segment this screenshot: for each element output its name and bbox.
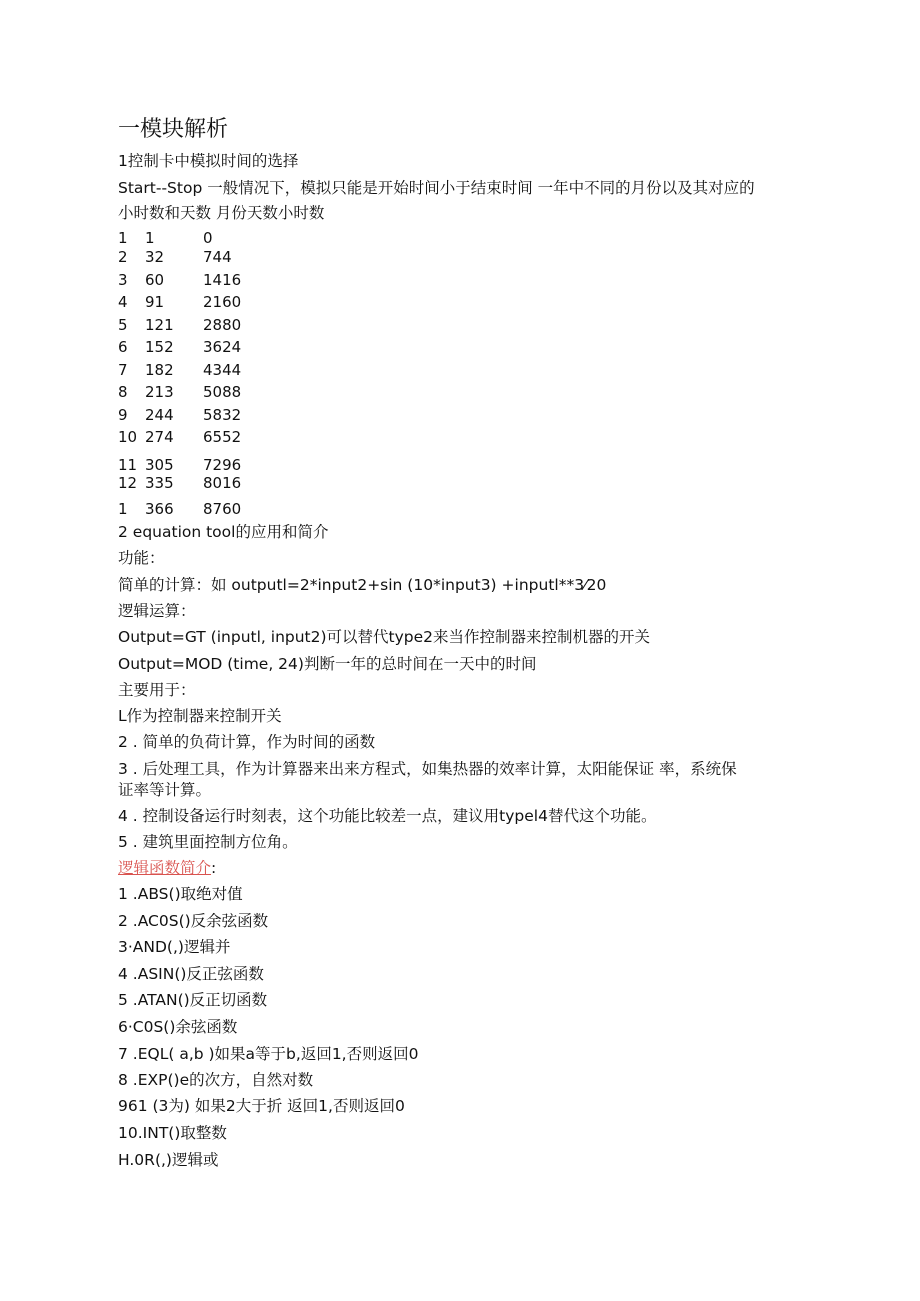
section1-paragraph-line2: 小时数和天数 月份天数小时数 — [118, 204, 325, 222]
table-cell-days: 60 — [145, 271, 165, 289]
logic-function-item: 3·AND(,)逻辑并 — [118, 938, 231, 956]
table-cell-hours: 5088 — [203, 383, 242, 401]
table-cell-month: 8 — [118, 383, 128, 401]
logic-example-mod: Output=MOD (time, 24)判断一年的总时间在一天中的时间 — [118, 655, 537, 673]
table-cell-hours: 8016 — [203, 474, 242, 492]
table-cell-hours: 5832 — [203, 406, 242, 424]
table-cell-month: 7 — [118, 361, 128, 379]
table-cell-hours: 744 — [203, 248, 232, 266]
table-cell-days: 244 — [145, 406, 174, 424]
heading-colon: : — [211, 859, 217, 877]
logic-function-item: 2 .AC0S()反余弦函数 — [118, 912, 269, 930]
table-cell-days: 152 — [145, 338, 174, 356]
use-item: 5 . 建筑里面控制方位角。 — [118, 833, 298, 851]
table-cell-month: 12 — [118, 474, 138, 492]
table-cell-days: 213 — [145, 383, 174, 401]
main-use-label: 主要用于： — [118, 681, 196, 699]
table-cell-month: 2 — [118, 248, 128, 266]
table-cell-days: 121 — [145, 316, 174, 334]
table-cell-days: 366 — [145, 500, 174, 518]
table-cell-days: 32 — [145, 248, 165, 266]
table-cell-hours: 4344 — [203, 361, 242, 379]
table-cell-days: 91 — [145, 293, 165, 311]
logic-functions-link[interactable]: 逻辑函数简介 — [118, 859, 212, 877]
logic-function-item: H.0R(,)逻辑或 — [118, 1151, 219, 1169]
table-cell-hours: 3624 — [203, 338, 242, 356]
use-item: 3 . 后处理工具，作为计算器来出来方程式，如集热器的效率计算，太阳能保证 率，系统保 — [118, 760, 737, 778]
use-item: 4 . 控制设备运行时刻表，这个功能比较差一点，建议用typel4替代这个功能。 — [118, 807, 657, 825]
use-item-continuation: 证率等计算。 — [118, 781, 212, 799]
section1-paragraph-line1: Start--Stop 一般情况下，模拟只能是开始时间小于结束时间 一年中不同的月份以及其对应的 — [118, 179, 755, 197]
logic-function-item: 10.INT()取整数 — [118, 1124, 227, 1142]
table-cell-hours: 0 — [203, 229, 213, 247]
table-cell-hours: 8760 — [203, 500, 242, 518]
table-cell-month: 9 — [118, 406, 128, 424]
logic-label: 逻辑运算： — [118, 602, 196, 620]
table-cell-month: 1 — [118, 500, 128, 518]
table-cell-hours: 6552 — [203, 428, 242, 446]
table-cell-days: 1 — [145, 229, 155, 247]
logic-functions-heading — [118, 858, 216, 878]
logic-function-item: 1 .ABS()取绝对值 — [118, 885, 243, 903]
logic-function-item: 7 .EQL( a,b )如果a等于b,返回1,否则返回0 — [118, 1045, 419, 1063]
use-item: 2 . 简单的负荷计算，作为时间的函数 — [118, 733, 376, 751]
logic-function-item: 8 .EXP()e的次方，自然对数 — [118, 1071, 314, 1089]
simple-calc-example: 简单的计算：如 outputl=2*input2+sin (10*input3) +inputl**3⁄20 — [118, 576, 607, 594]
table-cell-hours: 7296 — [203, 456, 242, 474]
logic-function-item: 4 .ASIN()反正弦函数 — [118, 965, 264, 983]
logic-example-gt: Output=GT (inputl, input2)可以替代type2来当作控制器来控制机器的开关 — [118, 628, 651, 646]
table-cell-hours: 2880 — [203, 316, 242, 334]
table-cell-days: 305 — [145, 456, 174, 474]
page-title: 一模块解析 — [118, 117, 229, 142]
table-cell-month: 4 — [118, 293, 128, 311]
section2-heading: 2 equation tool的应用和简介 — [118, 523, 329, 541]
table-cell-month: 10 — [118, 428, 138, 446]
table-cell-month: 6 — [118, 338, 128, 356]
section1-heading: 1控制卡中模拟时间的选择 — [118, 152, 299, 170]
table-cell-month: 1 — [118, 229, 128, 247]
table-cell-month: 5 — [118, 316, 128, 334]
logic-function-item: 6·C0S()余弦函数 — [118, 1018, 238, 1036]
table-cell-days: 182 — [145, 361, 174, 379]
table-cell-month: 3 — [118, 271, 128, 289]
function-label: 功能： — [118, 549, 165, 567]
table-cell-days: 274 — [145, 428, 174, 446]
table-cell-month: 11 — [118, 456, 138, 474]
use-item: L作为控制器来控制开关 — [118, 707, 282, 725]
logic-function-item: 5 .ATAN()反正切函数 — [118, 991, 268, 1009]
table-cell-hours: 1416 — [203, 271, 242, 289]
table-cell-days: 335 — [145, 474, 174, 492]
logic-function-item: 961 (3为) 如果2大于折 返回1,否则返回0 — [118, 1097, 405, 1115]
table-cell-hours: 2160 — [203, 293, 242, 311]
